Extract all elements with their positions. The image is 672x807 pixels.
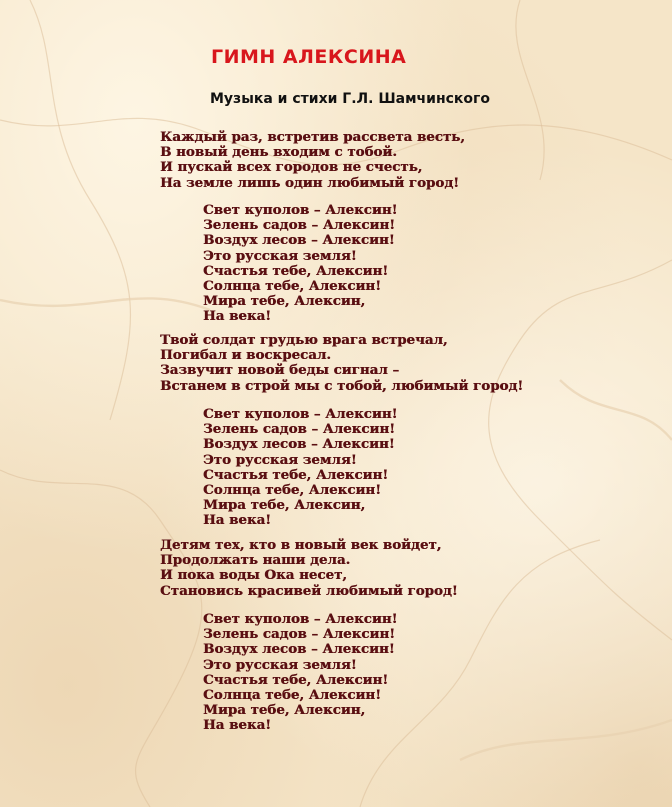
chorus-line: Свет куполов – Алексин! [203,202,398,218]
chorus-line: На века! [203,512,272,529]
chorus-line: Солнца тебе, Алексин! [203,687,381,704]
chorus-line: Это русская земля! [203,247,357,264]
chorus-line: Счастья тебе, Алексин! [203,671,389,688]
verse-line: Становись красивей любимый город! [160,582,458,599]
chorus-line: Свет куполов – Алексин! [203,611,398,627]
verse-line: Твой солдат грудью врага встречал, [160,332,448,348]
verse-line: Детям тех, кто в новый век войдет, [160,537,442,553]
verse-line: И пускай всех городов не счесть, [160,159,423,176]
verse-line: В новый день входим с тобой. [160,144,397,161]
chorus-1 [203,203,397,325]
chorus-line: Это русская земля! [203,451,357,468]
chorus-line: Мира тебе, Алексин, [203,702,366,719]
chorus-line: Мира тебе, Алексин, [203,497,366,514]
chorus-2 [203,407,397,529]
chorus-line: Зелень садов – Алексин! [203,217,395,234]
chorus-line: Воздух лесов – Алексин! [203,232,395,249]
chorus-line: Солнца тебе, Алексин! [203,482,381,499]
verse-line: Погибал и воскресал. [160,347,331,364]
chorus-line: Это русская земля! [203,656,357,673]
verse-2 [160,333,523,394]
chorus-line: Мира тебе, Алексин, [203,293,366,310]
chorus-line: Свет куполов – Алексин! [203,406,398,422]
verse-line: Зазвучит новой беды сигнал – [160,362,400,379]
chorus-line: На века! [203,717,272,734]
verse-line: Продолжать наши дела. [160,552,351,569]
chorus-line: Зелень садов – Алексин! [203,626,395,643]
chorus-line: Счастья тебе, Алексин! [203,466,389,483]
verse-line: И пока воды Ока несет, [160,567,347,584]
chorus-line: Счастья тебе, Алексин! [203,262,389,279]
chorus-line: Зелень садов – Алексин! [203,421,395,438]
verse-line: Каждый раз, встретив рассвета весть, [160,129,465,145]
chorus-line: Солнца тебе, Алексин! [203,278,381,295]
verse-1 [160,130,465,191]
verse-line: На земле лишь один любимый город! [160,174,459,191]
verse-line: Встанем в строй мы с тобой, любимый город! [160,377,524,394]
page-subtitle: Музыка и стихи Г.Л. Шамчинского [210,91,490,107]
chorus-line: На века! [203,308,272,325]
page-title: ГИМН АЛЕКСИНА [211,46,407,68]
chorus-line: Воздух лесов – Алексин! [203,436,395,453]
chorus-line: Воздух лесов – Алексин! [203,641,395,658]
verse-3 [160,538,458,599]
chorus-3 [203,612,397,734]
